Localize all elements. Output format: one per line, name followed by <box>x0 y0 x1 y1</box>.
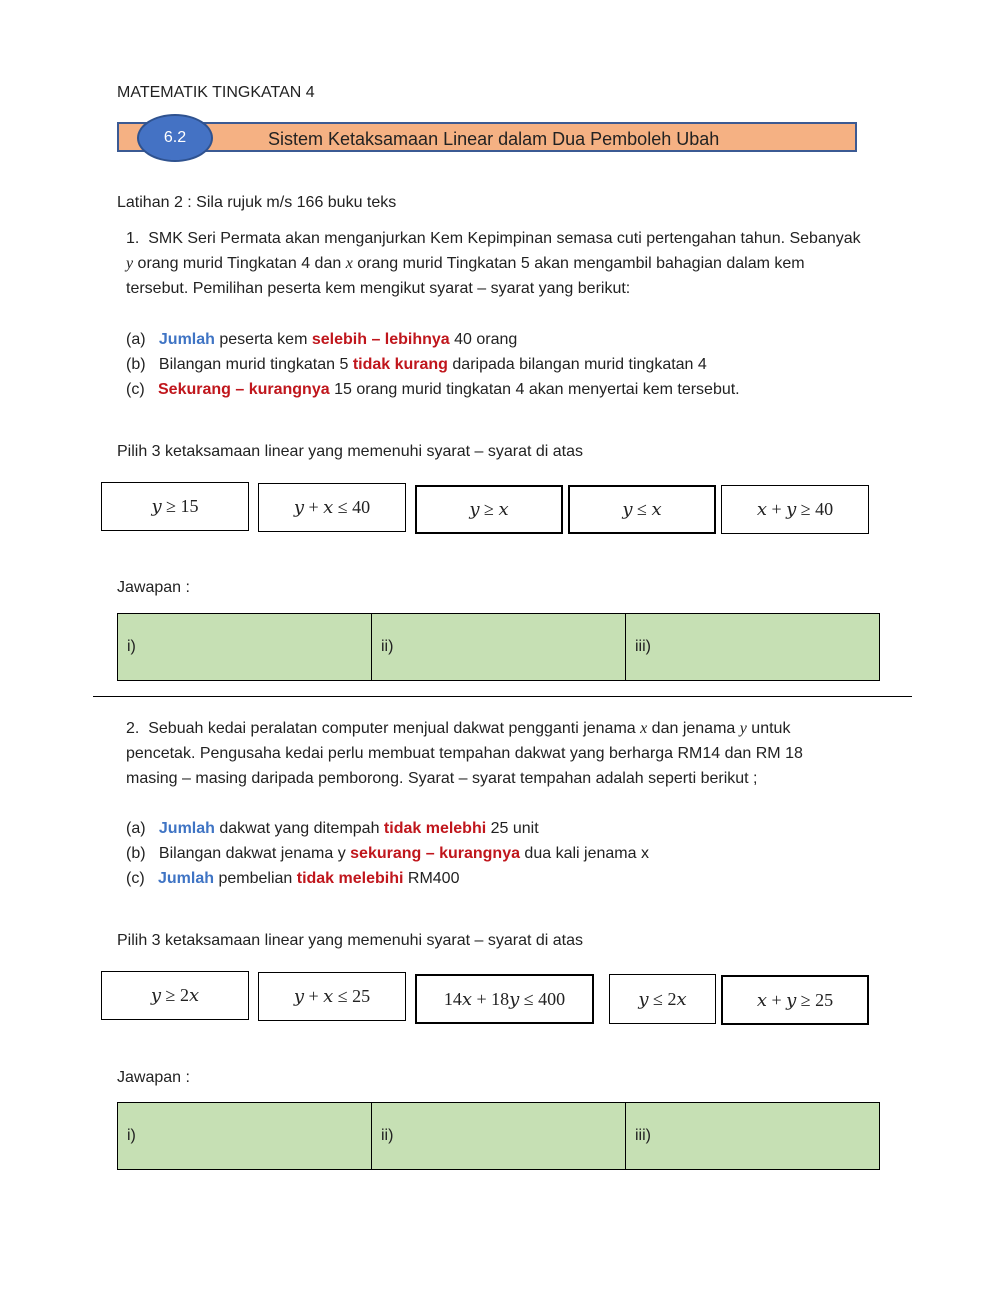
q2-stem-line2: pencetak. Pengusaha kedai perlu membuat tempahan dakwat yang berharga RM14 dan RM 18 <box>126 745 803 762</box>
q2-answer-slot-3[interactable]: iii) <box>626 1103 880 1170</box>
q1-option-5[interactable]: 𝑥 + 𝑦 ≥ 40 <box>721 485 869 534</box>
subject-heading: MATEMATIK TINGKATAN 4 <box>117 84 315 101</box>
q1-condition-b: (b) Bilangan murid tingkatan 5 tidak kurang daripada bilangan murid tingkatan 4 <box>126 356 707 373</box>
q1-answer-label: Jawapan : <box>117 579 190 596</box>
q1-option-4[interactable]: 𝑦 ≤ 𝑥 <box>568 485 716 534</box>
q2-stem-line1: 2. Sebuah kedai peralatan computer menjual dakwat pengganti jenama x dan jenama y untuk <box>126 720 791 737</box>
q2-option-1[interactable]: 𝑦 ≥ 2𝑥 <box>101 971 249 1020</box>
q1-condition-a: (a) Jumlah peserta kem selebih – lebihnya 40 orang <box>126 331 518 348</box>
q1-number: 1. <box>126 230 140 247</box>
q1-answer-slot-1[interactable]: i) <box>118 614 372 681</box>
q2-answer-label: Jawapan : <box>117 1069 190 1086</box>
q2-answer-table <box>117 1102 880 1170</box>
q2-option-4[interactable]: 𝑦 ≤ 2𝑥 <box>609 974 716 1024</box>
q2-option-3[interactable]: 14𝑥 + 18𝑦 ≤ 400 <box>415 974 594 1024</box>
q1-answer-slot-3[interactable]: iii) <box>626 614 880 681</box>
q1-option-3[interactable]: 𝑦 ≥ 𝑥 <box>415 485 563 534</box>
q1-stem-line3: tersebut. Pemilihan peserta kem mengikut syarat – syarat yang berikut: <box>126 280 631 297</box>
q2-option-2[interactable]: 𝑦 + 𝑥 ≤ 25 <box>258 972 406 1021</box>
topic-title: Sistem Ketaksamaan Linear dalam Dua Pemboleh Ubah <box>268 129 720 149</box>
q2-stem-line3: masing – masing daripada pemborong. Syarat – syarat tempahan adalah seperti berikut ; <box>126 770 758 787</box>
topic-number-badge: 6.2 <box>137 114 213 162</box>
q2-condition-a: (a) Jumlah dakwat yang ditempah tidak melebhi 25 unit <box>126 820 539 837</box>
q1-prompt: Pilih 3 ketaksamaan linear yang memenuhi syarat – syarat di atas <box>117 443 584 460</box>
q2-prompt: Pilih 3 ketaksamaan linear yang memenuhi syarat – syarat di atas <box>117 932 584 949</box>
q1-option-1[interactable]: 𝑦 ≥ 15 <box>101 482 249 531</box>
q1-stem-line1: 1. SMK Seri Permata akan menganjurkan Kem Kepimpinan semasa cuti pertengahan tahun. Sebanyak <box>126 230 861 247</box>
section-divider <box>93 696 912 697</box>
q1-condition-c: (c) Sekurang – kurangnya 15 orang murid tingkatan 4 akan menyertai kem tersebut. <box>126 381 740 398</box>
q2-condition-c: (c) Jumlah pembelian tidak melebihi RM400 <box>126 870 460 887</box>
q1-stem-line2: y orang murid Tingkatan 4 dan x orang murid Tingkatan 5 akan mengambil bahagian dalam kem <box>126 255 805 272</box>
q2-answer-slot-1[interactable]: i) <box>118 1103 372 1170</box>
q1-answer-slot-2[interactable]: ii) <box>372 614 626 681</box>
q2-condition-b: (b) Bilangan dakwat jenama y sekurang – kurangnya dua kali jenama x <box>126 845 649 862</box>
exercise-intro: Latihan 2 : Sila rujuk m/s 166 buku teks <box>117 194 397 211</box>
q2-option-5[interactable]: 𝑥 + 𝑦 ≥ 25 <box>721 975 869 1025</box>
q1-option-2[interactable]: 𝑦 + 𝑥 ≤ 40 <box>258 483 406 532</box>
q2-answer-slot-2[interactable]: ii) <box>372 1103 626 1170</box>
q2-number: 2. <box>126 720 140 737</box>
q1-answer-table <box>117 613 880 681</box>
